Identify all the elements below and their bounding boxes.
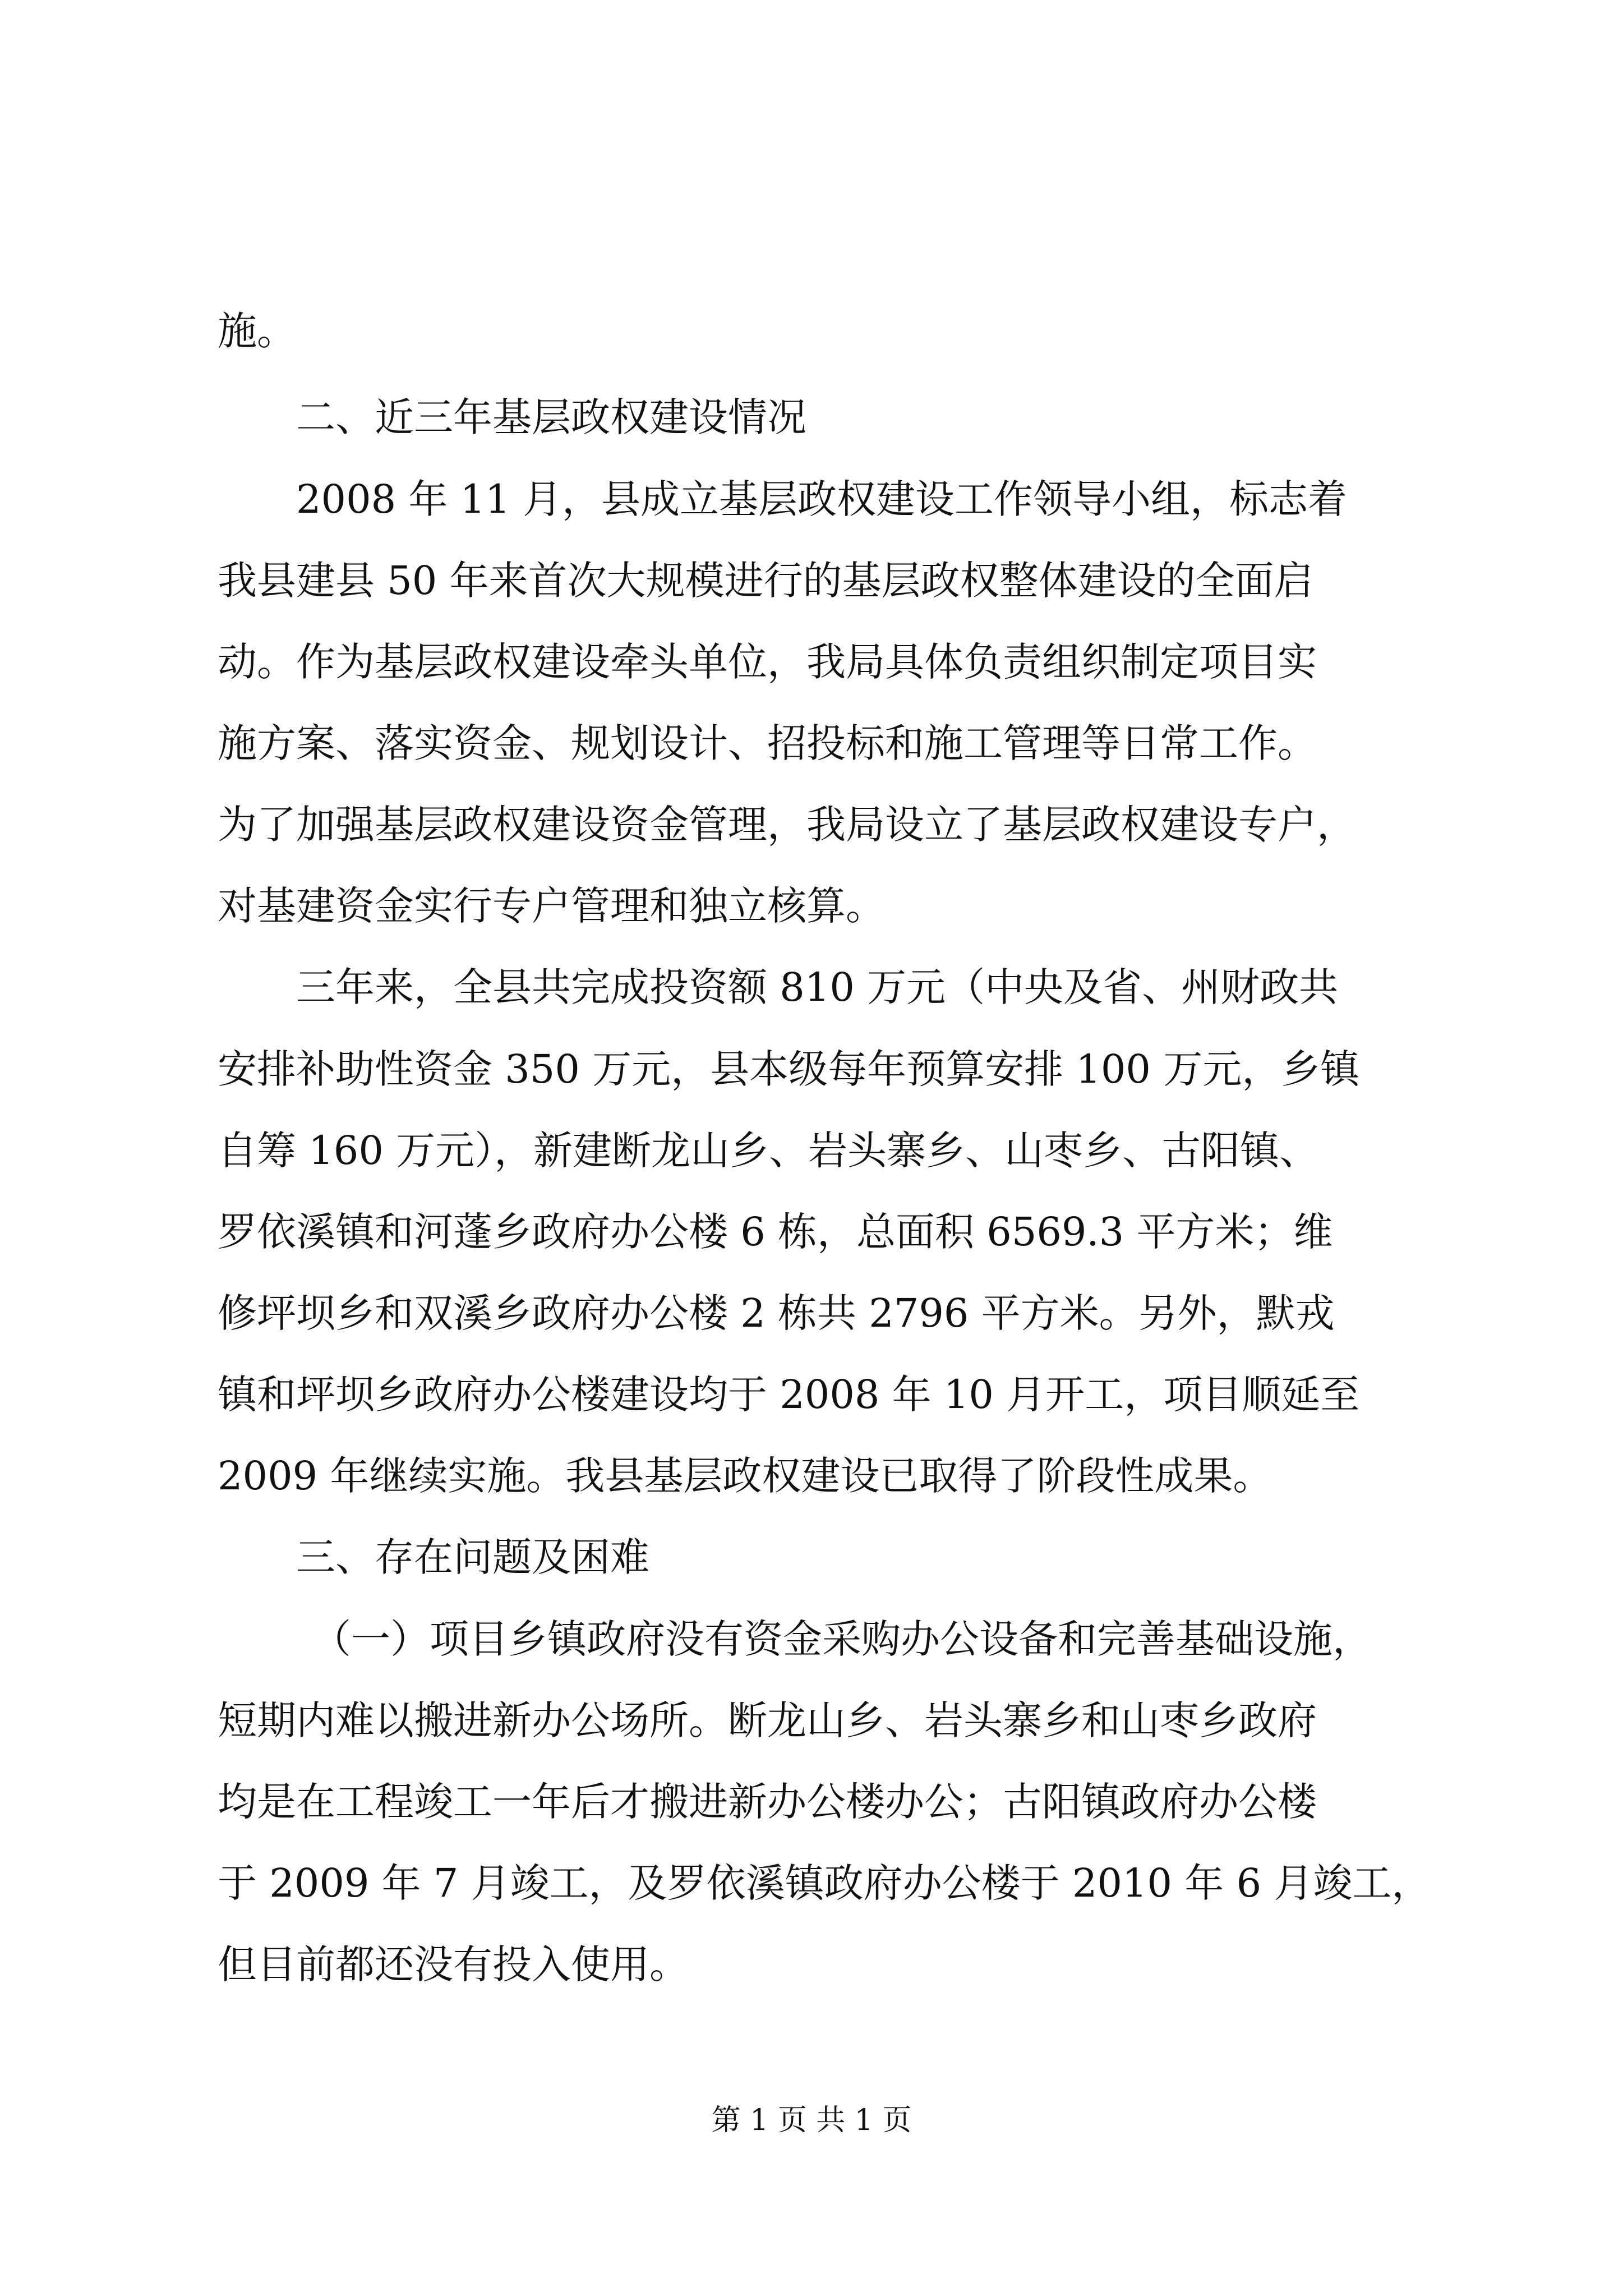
text-line-20: 于 2009 年 7 月竣工，及罗依溪镇政府办公楼于 2010 年 6 月竣工， — [218, 1860, 1431, 1906]
text-line-10: 安排补助性资金 350 万元，县本级每年预算安排 100 万元，乡镇 — [218, 1046, 1360, 1092]
text-line-8: 对基建资金实行专户管理和独立核算。 — [218, 883, 885, 929]
section-heading-2: 二、近三年基层政权建设情况 — [296, 394, 806, 440]
text-line-15: 2009 年继续实施。我县基层政权建设已取得了阶段性成果。 — [218, 1453, 1272, 1499]
text-line-4: 我县建县 50 年来首次大规模进行的基层政权整体建设的全面启 — [218, 558, 1313, 604]
text-line-21: 但目前都还没有投入使用。 — [218, 1941, 689, 1987]
text-line-13: 修坪坝乡和双溪乡政府办公楼 2 栋共 2796 平方米。另外，默戎 — [218, 1290, 1335, 1336]
text-line-5: 动。作为基层政权建设牵头单位，我局具体负责组织制定项目实 — [218, 639, 1317, 685]
text-line-14: 镇和坪坝乡政府办公楼建设均于 2008 年 10 月开工，项目顺延至 — [218, 1372, 1360, 1418]
text-line-18: 短期内难以搬进新办公场所。断龙山乡、岩头寨乡和山枣乡政府 — [218, 1697, 1317, 1743]
text-line-9: 三年来，全县共完成投资额 810 万元（中央及省、州财政共 — [296, 964, 1339, 1010]
text-line-11: 自筹 160 万元），新建断龙山乡、岩头寨乡、山枣乡、古阳镇、 — [218, 1128, 1319, 1174]
page-number-footer: 第 1 页 共 1 页 — [711, 2104, 912, 2137]
text-line-12: 罗依溪镇和河蓬乡政府办公楼 6 栋，总面积 6569.3 平方米；维 — [218, 1209, 1333, 1255]
section-heading-3: 三、存在问题及困难 — [296, 1534, 649, 1580]
text-line-6: 施方案、落实资金、规划设计、招投标和施工管理等日常工作。 — [218, 720, 1317, 766]
text-line-17: （一）项目乡镇政府没有资金采购办公设备和完善基础设施， — [312, 1616, 1372, 1662]
text-line-7: 为了加强基层政权建设资金管理，我局设立了基层政权建设专户， — [218, 802, 1356, 848]
text-line-19: 均是在工程竣工一年后才搬进新办公楼办公；古阳镇政府办公楼 — [218, 1779, 1317, 1825]
text-line-3: 2008 年 11 月，县成立基层政权建设工作领导小组，标志着 — [296, 476, 1347, 522]
text-line-1: 施。 — [218, 308, 296, 354]
